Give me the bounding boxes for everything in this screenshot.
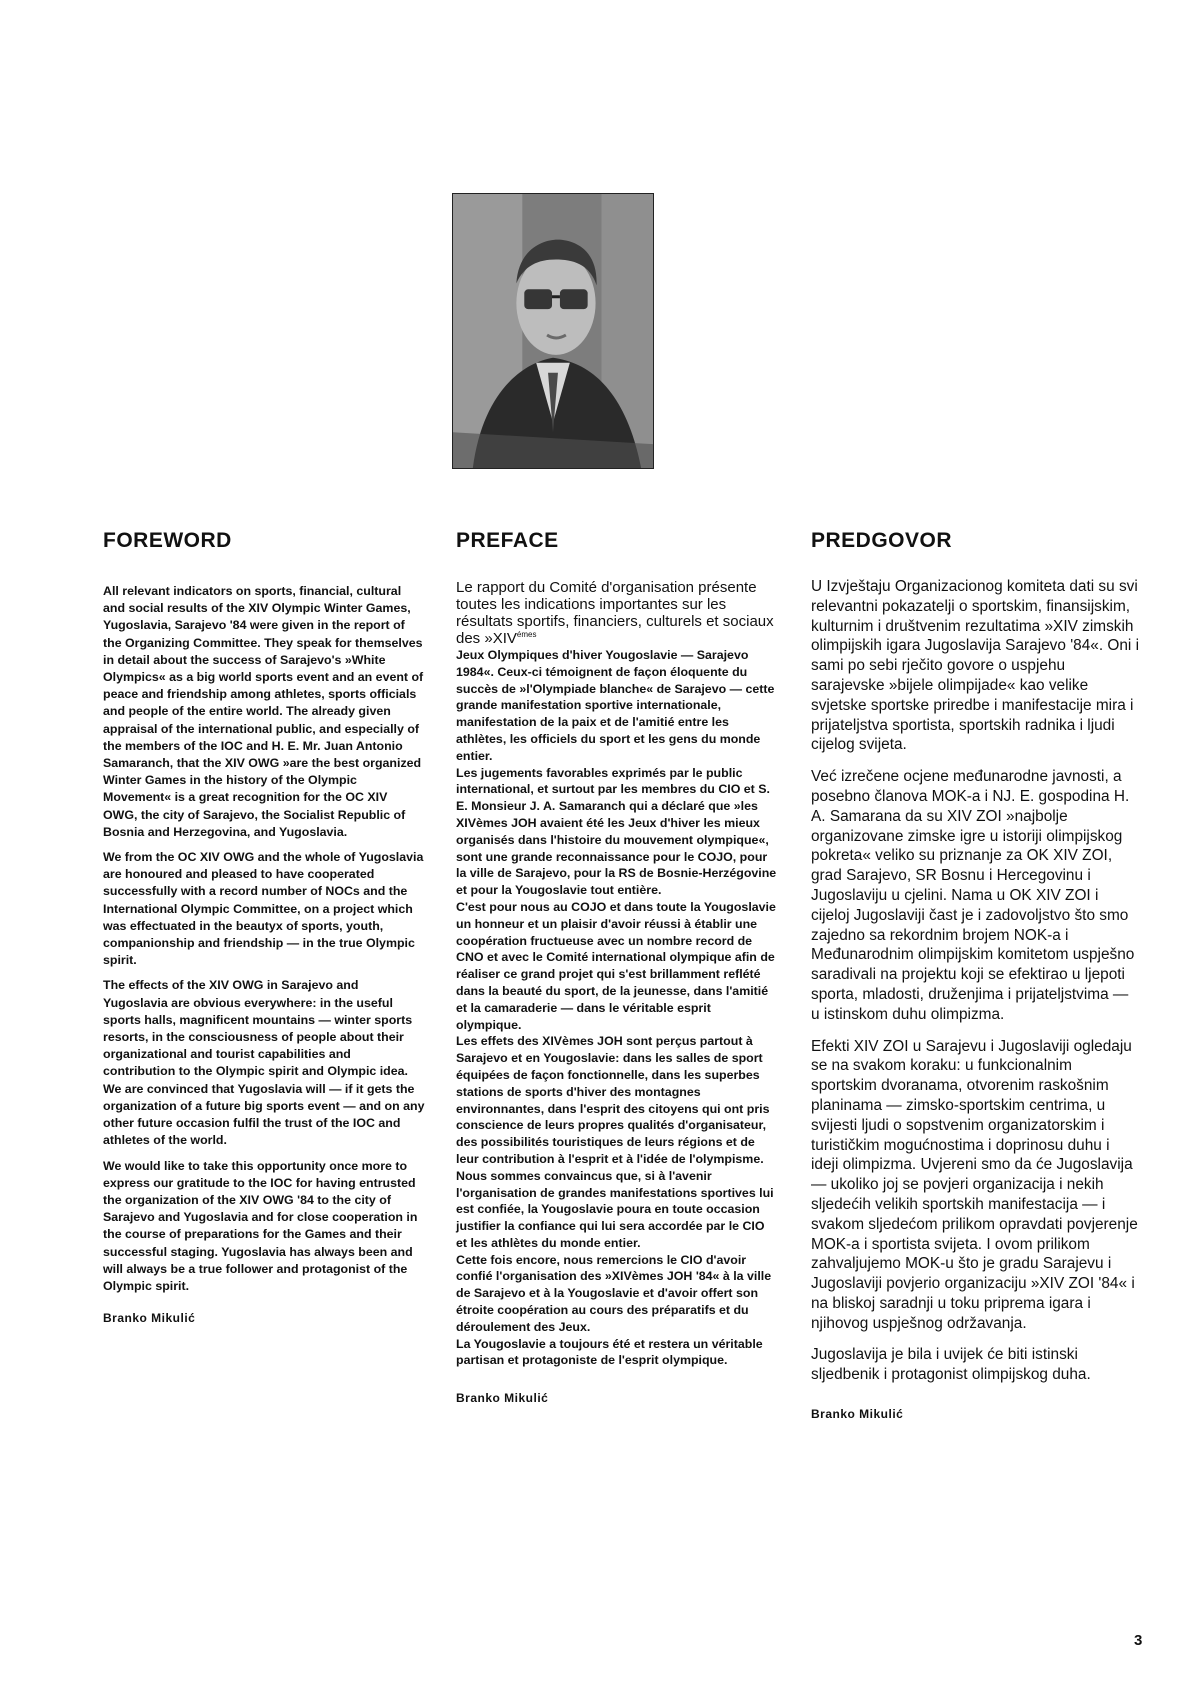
lead-paragraph [456,579,778,647]
paragraph: We from the OC XIV OWG and the whole of Yugoslavia are honoured and pleased to have cooperated successfully with a record number of NOCs and the International Olympic Committee, on a project which was effectuated in the beautyx of sports, youth, companionship and friendship — in the true Olympic spirit. [103,850,424,968]
paragraph: Jeux Olympiques d'hiver Yougoslavie — Sarajevo 1984«. Ceux-ci témoignent de façon éloquente du succès de »l'Olympiade blanche« de Sarajevo — cette grande manifestation sportive internationale, manifestation de la paix et de l'amitié entre les athlètes, les officiels du sport et les gens du monde entier. [456,648,775,763]
paragraph: We would like to take this opportunity once more to express our gratitude to the IOC for having entrusted the organization of the XIV OWG '84 to the city of Sarajevo and Yugoslavia and for close cooperation in the course of preparations for the Games and their successful staging. Yugoslavia has always been and will always be a true follower and protagonist of the Olympic spirit. [103,1158,418,1293]
paragraph: C'est pour nous au COJO et dans toute la Yougoslavie un honneur et un plaisir d'avoir réussi à établir une coopération fructueuse avec un nombre record de CNO et avec le Comité international olympique afin de réaliser ce grand projet qui s'est brillamment reflété dans la beauté du sport, de la jeunesse, dans l'amitié et la camaraderie — dans le véritable esprit olympique. [456,899,776,1032]
paragraph: Već izrečene ocjene međunarodne javnosti, a posebno članova MOK-a i NJ. E. gospodina H. A. Samarana da su XIV ZOI »najbolje organizovane zimske igre u istoriji olimpijskog pokreta« veliko su priznanje za OK XIV ZOI, grad Sarajevo, SR Bosnu i Hercegovinu i Jugoslaviju u cjelini. Nama u OK XIV ZOI i cijeloj Jugoslaviji čast je i zadovoljstvo što smo zajedno sa rekordnim brojem NOK-a i Međunarodnim olimpijskim komitetom uspješno saradivali na projektu koji se efektirao u ljepoti sporta, mladosti, druženjima i prijateljstvima — u istinskom duhu olimpizma. [811,768,1135,1023]
predgovor-heading: PREDGOVOR [811,529,953,552]
predgovor-column-croatian [811,530,1141,1421]
foreword-heading: FOREWORD [103,529,232,552]
signature: Branko Mikulić [811,1407,904,1422]
signature: Branko Mikulić [456,1391,549,1406]
lead-text: Le rapport du Comité d'organisation présente toutes les indications importantes sur les résultats sportifs, financiers, culturels et sociaux des »XIV [456,579,774,647]
page-number: 3 [1134,1632,1143,1649]
preface-body [456,579,778,1369]
paragraph: U Izvještaju Organizacionog komiteta dati su svi relevantni pokazatelji o sportskim, finansijskim, kulturnim i društvenim rezultatima »XIV zimskih olimpijskih igara Jugoslavija Sarajevo '84«. Oni i sami po sebi rječito govore o uspjehu sarajevske »bijele olimpijade« kao velike svjetske sportske priredbe i manifestacije mira i prijateljstva sportista, sportskih radnika i ljudi cijelog svijeta. [811,578,1140,754]
paragraph: The effects of the XIV OWG in Sarajevo and Yugoslavia are obvious everywhere: in the useful sports halls, magnificent mountains — winter sports resorts, in the consciousness of people about their organizational and tourist capabilities and contribution to the Olympic spirit and Olympic idea. We are convinced that Yugoslavia will — if it gets the organization of a future big sports event — and on any other future occasion fulfil the trust of the IOC and athletes of the world. [103,978,425,1148]
lead-superscript: émes [516,630,537,639]
predgovor-body [811,577,1141,1385]
paragraph: Les jugements favorables exprimés par le public international, et surtout par les membres du CIO et S. E. Monsieur J. A. Samaranch qui a déclaré que »les XIVèmes JOH avaient été les Jeux d'hiver les mieux organisés dans l'histoire du mouvement olympique«, sont une grande reconnaissance pour le COJO, pour la ville de Sarajevo, pour la RS de Bosnie-Herzégovine et pour la Yougoslavie tout entière. [456,765,777,898]
foreword-column-english [103,530,425,1325]
paragraph: Les effets des XIVèmes JOH sont perçus partout à Sarajevo et en Yougoslavie: dans les salles de sport équipées de façon fonctionnelle, dans les superbes stations de sports d'hiver des montagnes environnantes, dans l'esprit des citoyens qui ont pris conscience de leurs propres qualités d'organisateur, des possibilités touristiques de leurs régions et de leur contribution à l'esprit et à l'idée de l'olympisme. Nous sommes convaincus que, si à l'avenir l'organisation de grandes manifestations sportives lui est confiée, la Yougoslavie poura en toute occasion justifier la confiance qui lui sera accordée par le CIO et les athlètes du monde entier. [456,1034,774,1250]
paragraph: La Yougoslavie a toujours été et restera un véritable partisan et protagoniste de l'esprit olympique. [456,1336,763,1368]
preface-column-french [456,530,778,1405]
paragraph: Jugoslavija je bila i uvijek će biti istinski sljedbenik i protagonist olimpijskog duha. [811,1346,1091,1384]
portrait-icon [453,194,653,468]
foreword-body [103,583,425,1295]
portrait-photo [452,193,654,469]
preface-heading: PREFACE [456,529,559,552]
paragraph: Efekti XIV ZOI u Sarajevu i Jugoslaviji ogledaju se na svakom koraku: u funkcionalnim sportskim dvoranama, otvorenim raskošnim planinama — zimsko-sportskim centrima, u svijesti ljudi o sopstvenim organizatorskim i turističkim mogućnostima i doprinosu duhu i ideji olimpizma. Uvjereni smo da će Jugoslavija — ukoliko joj se povjeri organizacija i nekih sljedećih velikih sportskih manifestacija — i svakom sljedećom prilikom opravdati povjerenje MOK-a i sportista svijeta. I ovom prilikom zahvaljujemo MOK-u što je gradu Sarajevu i Jugoslaviji povjerio organizaciju »XIV ZOI '84« i na bliskoj saradnji u toku priprema igara i njihovog uspješnog održavanja. [811,1037,1138,1332]
paragraph: All relevant indicators on sports, financial, cultural and social results of the XIV Olympic Winter Games, Yugoslavia, Sarajevo '84 were given in the report of the Organizing Committee. They speak for themselves in detail about the success of Sarajevo's »White Olympics« as a big world sports event and an event of peace and friendship among athletes, sports officials and people of the entire world. The already given appraisal of the international public, and especially of the members of the IOC and H. E. Mr. Juan Antonio Samaranch, that the XIV OWG »are the best organized Winter Games in the history of the Olympic Movement« is a great recognition for the OC XIV OWG, the city of Sarajevo, the Socialist Republic of Bosnia and Herzegovina, and Yugoslavia. [103,584,424,839]
signature: Branko Mikulić [103,1311,196,1326]
paragraph: Cette fois encore, nous remercions le CIO d'avoir confié l'organisation des »XIVèmes JOH '84« à la ville de Sarajevo et à la Yougoslavie et d'avoir offert son étroite coopération au cours des préparatifs et du déroulement des Jeux. [456,1252,772,1334]
